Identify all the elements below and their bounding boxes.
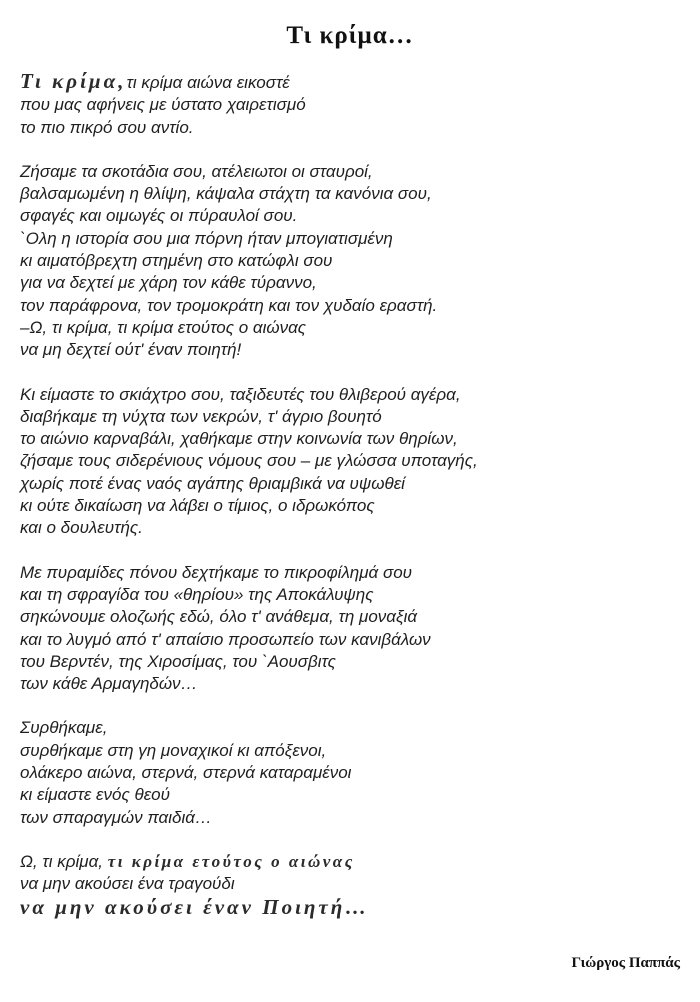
stanza-6 — [20, 851, 690, 920]
poem-line: σφαγές και οιμωγές οι πύραυλοί σου. — [20, 206, 298, 226]
stanza-5 — [20, 717, 690, 828]
poem-line: Κι είμαστε το σκιάχτρο σου, ταξιδευτές του θλιβερού αγέρα, — [20, 384, 461, 404]
poem-line: κι αιματόβρεχτη στημένη στο κατώφλι σου — [20, 251, 333, 271]
poem-line: και τη σφραγίδα του «θηρίου» της Αποκάλυψης — [20, 584, 374, 604]
poem-line: ολάκερο αιώνα, στερνά, στερνά καταραμένοι — [20, 763, 352, 783]
poem-line: να μη δεχτεί ούτ' έναν ποιητή! — [20, 340, 242, 360]
poem-line: να μην ακούσει ένα τραγούδι — [20, 874, 235, 894]
poem-line: συρθήκαμε στη γη μοναχικοί κι απόξενοι, — [20, 740, 327, 760]
poem-line: και το λυγμό από τ' απαίσιο προσωπείο των κανιβάλων — [20, 629, 431, 649]
line-text: τι κρίμα αιώνα εικοστέ — [126, 73, 290, 92]
poem-title: Τι κρίμα… — [286, 22, 414, 49]
poem-line: –Ω, τι κρίμα, τι κρίμα ετούτος ο αιώνας — [20, 317, 307, 337]
poem-line — [20, 851, 690, 873]
poem-line: των σπαραγμών παιδιά… — [20, 807, 212, 827]
stanza-3 — [20, 384, 690, 540]
poem-line: το πιο πικρό σου αντίο. — [20, 117, 194, 137]
poem-line: που μας αφήνεις με ύστατο χαιρετισμό — [20, 95, 306, 115]
poem-line: διαβήκαμε τη νύχτα των νεκρών, τ' άγριο βουητό — [20, 406, 382, 426]
poem-line: κι ούτε δικαίωση να λάβει ο τίμιος, ο ιδρωκόπος — [20, 496, 375, 516]
poem-line: τον παράφρονα, τον τρομοκράτη και τον χυδαίο εραστή. — [20, 295, 438, 315]
poem-line: σηκώνουμε ολοζωής εδώ, όλο τ' ανάθεμα, τη μοναξιά — [20, 607, 418, 627]
poem-line: Ζήσαμε τα σκοτάδια σου, ατέλειωτοι οι σταυροί, — [20, 161, 373, 181]
poem-line: κι είμαστε ενός θεού — [20, 785, 170, 805]
stanza-2 — [20, 161, 690, 362]
poem-line: των κάθε Αρμαγηδών… — [20, 674, 198, 694]
poem-line: βαλσαμωμένη η θλίψη, κάψαλα στάχτη τα κανόνια σου, — [20, 184, 432, 204]
poem-line: χωρίς ποτέ ένας ναός αγάπης θριαμβικά να υψωθεί — [20, 473, 405, 493]
poem-line: ζήσαμε τους σιδερένιους νόμους σου – με γλώσσα υποταγής, — [20, 451, 478, 471]
poem-line: Συρθήκαμε, — [20, 718, 108, 738]
line-text: Ω, τι κρίμα, — [20, 851, 103, 871]
decorative-text: τι κρίμα ετούτος ο αιώνας — [107, 851, 355, 871]
poem-line: του Βερντέν, της Χιροσίμας, του `Αουσβιτς — [20, 651, 336, 671]
poem-line — [20, 70, 690, 94]
stanza-4 — [20, 562, 690, 696]
poem-line: για να δεχτεί με χάρη τον κάθε τύραννο, — [20, 273, 317, 293]
poem-body — [20, 70, 690, 942]
stanza-1 — [20, 70, 690, 139]
decorative-opening-text: Τι κρίμα, — [20, 69, 127, 93]
author-signature: Γιώργος Παππάς — [571, 955, 680, 971]
poem-line — [20, 896, 690, 920]
poem-line: και ο δουλευτής. — [20, 518, 143, 538]
decorative-closing-text: να μην ακούσει έναν Ποιητή… — [20, 894, 370, 919]
poem-line: το αιώνιο καρναβάλι, χαθήκαμε στην κοινωνία των θηρίων, — [20, 429, 458, 449]
poem-line: Με πυραμίδες πόνου δεχτήκαμε το πικροφίλημά σου — [20, 562, 413, 582]
poem-line: `Ολη η ιστορία σου μια πόρνη ήταν μπογιατισμένη — [20, 228, 393, 248]
